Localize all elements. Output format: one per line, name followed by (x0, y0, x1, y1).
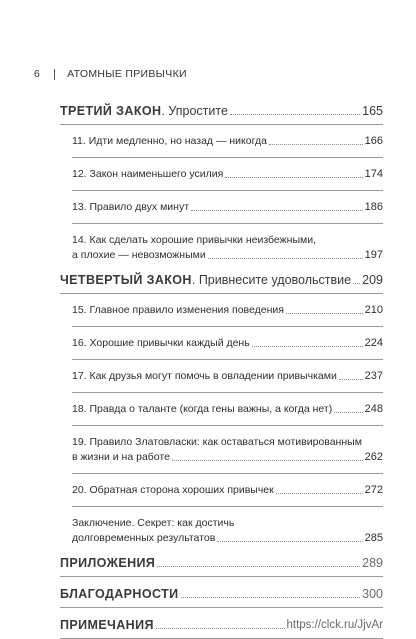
divider (72, 506, 383, 507)
dot-leader (339, 379, 363, 380)
part-subtitle: . Привнесите удовольствие (191, 273, 352, 287)
toc-chapter-20: 20. Обратная сторона хороших привычек 272 (72, 484, 383, 496)
dot-leader (225, 177, 362, 178)
part-title: БЛАГОДАРНОСТИ (60, 587, 179, 601)
dot-leader (286, 313, 363, 314)
dot-leader (276, 493, 363, 494)
divider (72, 326, 383, 327)
divider (72, 223, 383, 224)
toc-part-law3 (60, 104, 383, 119)
dot-leader (230, 114, 360, 115)
table-of-contents (60, 104, 383, 639)
header-separator (54, 69, 55, 80)
toc-chapter-13: 13. Правило двух минут 186 (72, 201, 383, 213)
divider (60, 607, 383, 608)
page-ref: 165 (362, 104, 383, 118)
part-title: ЧЕТВЕРТЫЙ ЗАКОН (60, 273, 192, 287)
toc-chapter-17: 17. Как друзья могут помочь в овладении привычками 237 (72, 370, 383, 382)
divider (72, 425, 383, 426)
part-title: ТРЕТИЙ ЗАКОН (60, 104, 162, 118)
dot-leader (172, 460, 363, 461)
dot-leader (269, 144, 363, 145)
divider (60, 124, 383, 125)
running-head (34, 68, 187, 80)
divider (60, 576, 383, 577)
page-ref: 300 (362, 587, 383, 601)
toc-conclusion: Заключение. Секрет: как достичь долговременных результатов 285 (72, 517, 383, 544)
dot-leader (252, 346, 363, 347)
toc-chapter-11: 11. Идти медленно, но назад — никогда 166 (72, 135, 383, 147)
page-ref: 289 (362, 556, 383, 570)
toc-chapter-16: 16. Хорошие привычки каждый день 224 (72, 337, 383, 349)
page-number: 6 (34, 68, 41, 80)
dot-leader (156, 628, 285, 629)
divider (60, 293, 383, 294)
dot-leader (334, 412, 362, 413)
dot-leader (157, 566, 360, 567)
book-title: АТОМНЫЕ ПРИВЫЧКИ (67, 68, 187, 80)
divider (72, 392, 383, 393)
toc-chapter-14: 14. Как сделать хорошие привычки неизбежными, а плохие — невозможными 197 (72, 234, 383, 261)
dot-leader (208, 258, 363, 259)
part-title: ПРИМЕЧАНИЯ (60, 618, 154, 632)
toc-notes (60, 618, 383, 633)
dot-leader (191, 210, 363, 211)
divider (72, 359, 383, 360)
divider (72, 157, 383, 158)
page-ref: 209 (362, 273, 383, 287)
part-subtitle: . Упростите (161, 104, 228, 118)
divider (72, 190, 383, 191)
dot-leader (353, 283, 360, 284)
dot-leader (217, 541, 362, 542)
toc-part-law4 (60, 273, 383, 288)
toc-chapter-18: 18. Правда о таланте (когда гены важны, а когда нет) 248 (72, 403, 383, 415)
toc-chapter-12: 12. Закон наименьшего усилия 174 (72, 168, 383, 180)
toc-chapter-15: 15. Главное правило изменения поведения 210 (72, 304, 383, 316)
part-title: ПРИЛОЖЕНИЯ (60, 556, 156, 570)
toc-thanks (60, 587, 383, 602)
divider (72, 473, 383, 474)
notes-url[interactable]: https://clck.ru/JjvAr (286, 619, 383, 631)
dot-leader (181, 597, 361, 598)
toc-appendix (60, 556, 383, 571)
toc-chapter-19: 19. Правило Златовласки: как оставаться мотивированным в жизни и на работе 262 (72, 436, 383, 463)
